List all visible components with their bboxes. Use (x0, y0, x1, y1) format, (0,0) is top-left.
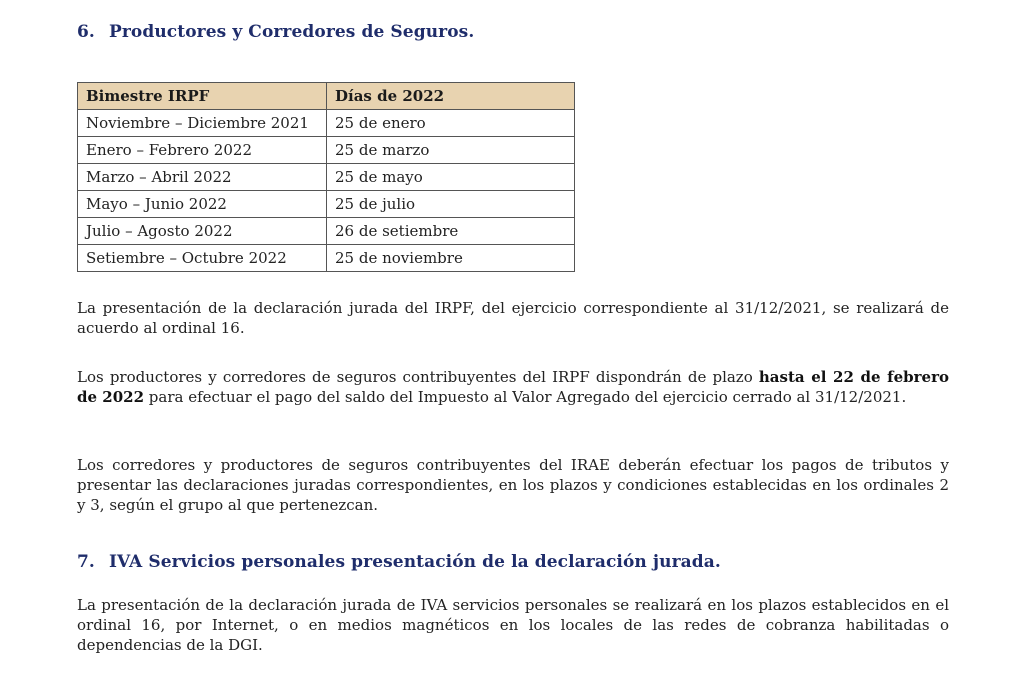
dia-cell: 25 de julio (327, 191, 575, 218)
table-row (78, 218, 575, 245)
bimestre-cell: Enero – Febrero 2022 (78, 137, 327, 164)
table-row (78, 245, 575, 272)
dia-cell: 25 de enero (327, 110, 575, 137)
dia-cell: 26 de setiembre (327, 218, 575, 245)
bimestre-cell: Mayo – Junio 2022 (78, 191, 327, 218)
dia-cell: 25 de marzo (327, 137, 575, 164)
paragraph-plazo-pago-end: para efectuar el pago del saldo del Impuesto al Valor Agregado del ejercicio cerrado al 31/12/2021. (144, 388, 907, 406)
table-header-row (78, 83, 575, 110)
section-6-title: Productores y Corredores de Seguros. (108, 22, 475, 42)
section-7-heading (77, 552, 721, 572)
paragraph-irpf-declaracion: La presentación de la declaración jurada del IRPF, del ejercicio correspondiente al 31/12/2021, se realizará de acuerdo al ordinal 16. (77, 299, 949, 337)
section-6-number: 6. (77, 22, 95, 42)
paragraph-iva-servicios: La presentación de la declaración jurada de IVA servicios personales se realizará en los plazos establecidos en el ordinal 16, por Internet, o en medios magnéticos en los locales de las redes de cobranza habilitadas o dependencias de la DGI. (77, 596, 949, 654)
deadlines-table (77, 82, 575, 272)
section-7-title: IVA Servicios personales presentación de la declaración jurada. (108, 552, 721, 572)
dia-cell: 25 de noviembre (327, 245, 575, 272)
dia-cell: 25 de mayo (327, 164, 575, 191)
table-row (78, 164, 575, 191)
section-7-number: 7. (77, 552, 95, 572)
bimestre-cell: Setiembre – Octubre 2022 (78, 245, 327, 272)
header-bimestre: Bimestre IRPF (78, 83, 327, 110)
header-dias: Días de 2022 (327, 83, 575, 110)
table-row (78, 110, 575, 137)
section-6-heading (77, 22, 474, 42)
bimestre-cell: Noviembre – Diciembre 2021 (78, 110, 327, 137)
table-row (78, 137, 575, 164)
paragraph-plazo-pago-start: Los productores y corredores de seguros contribuyentes del IRPF dispondrán de plazo (77, 368, 759, 386)
paragraph-plazo-pago (77, 367, 949, 407)
paragraph-irae: Los corredores y productores de seguros contribuyentes del IRAE deberán efectuar los pagos de tributos y presentar las declaraciones juradas correspondientes, en los plazos y condiciones establecidas en los ordinales 2 y 3, según el grupo al que pertenezcan. (77, 456, 949, 514)
bimestre-cell: Julio – Agosto 2022 (78, 218, 327, 245)
table-row (78, 191, 575, 218)
paragraph-plazo-pago-deadline: hasta el 22 de febrero de 2022 (77, 368, 949, 406)
bimestre-cell: Marzo – Abril 2022 (78, 164, 327, 191)
